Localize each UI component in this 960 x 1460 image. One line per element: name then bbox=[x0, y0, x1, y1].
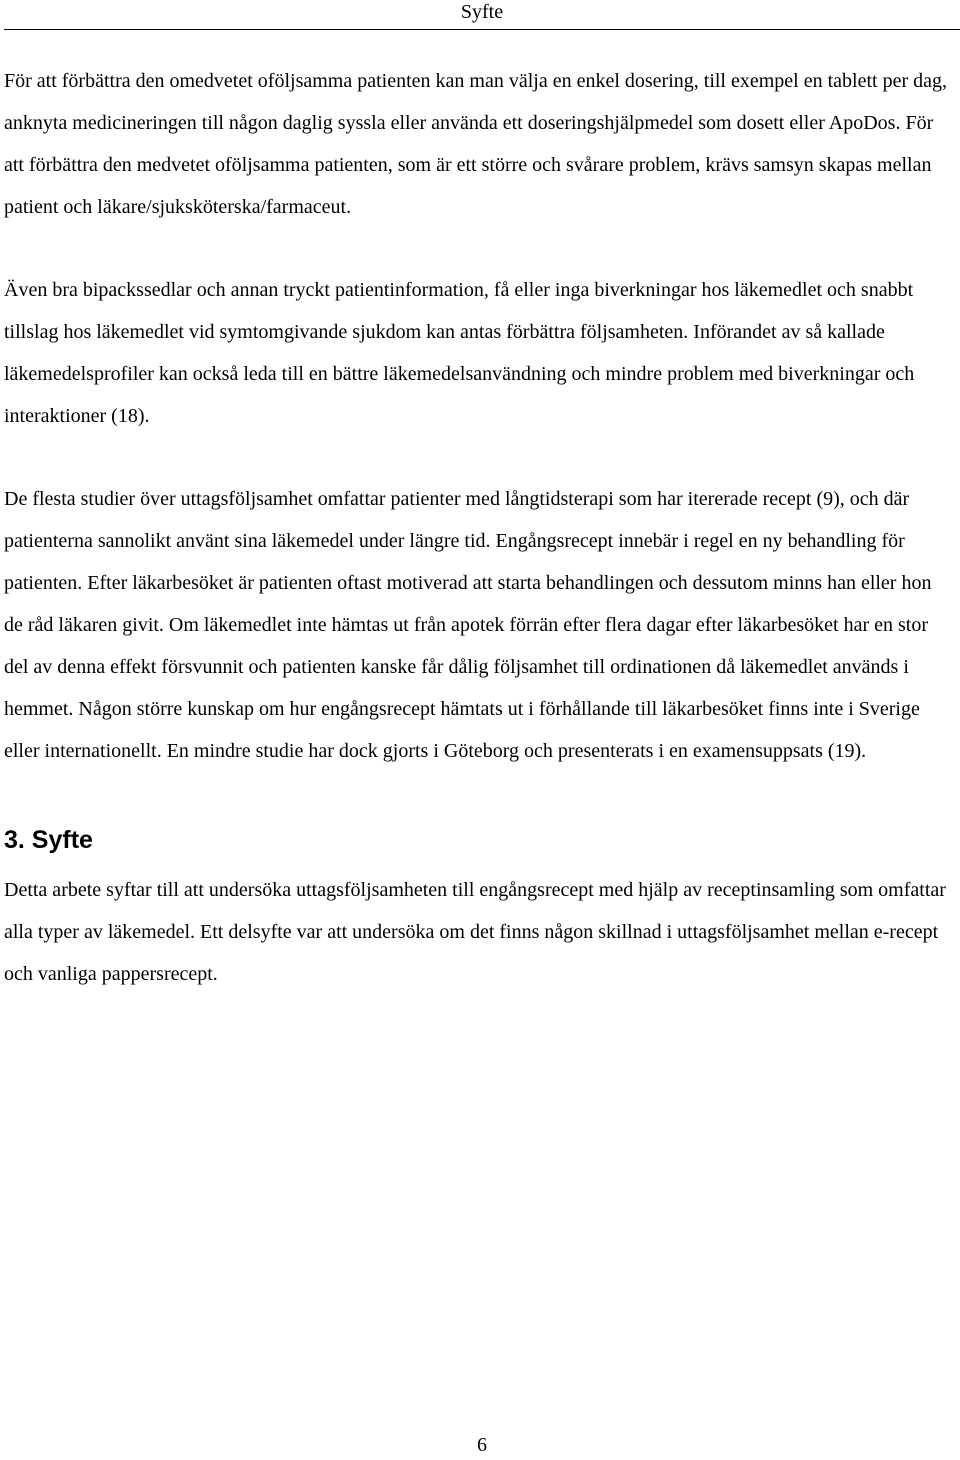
body-paragraph-1: För att förbättra den omedvetet oföljsamma patienten kan man välja en enkel dosering, till exempel en tablett per dag, anknyta medicineringen till någon daglig syssla eller använda ett doseringshjälpmedel som dosett eller ApoDos. För att förbättra den medvetet oföljsamma patienten, som är ett större och svårare problem, krävs samsyn skapas mellan patient och läkare/sjuksköterska/farmaceut. bbox=[4, 70, 948, 218]
body-paragraph-3: De flesta studier över uttagsföljsamhet omfattar patienter med långtidsterapi som har itererade recept (9), och där patienterna sannolikt använt sina läkemedel under längre tid. Engångsrecept innebär i regel en ny behandling för patienten. Efter läkarbesöket är patienten oftast motiverad att starta behandlingen och dessutom minns han eller hon de råd läkaren givit. Om läkemedlet inte hämtas ut från apotek förrän efter flera dagar efter läkarbesöket har en stor del av denna effekt försvunnit och patienten kanske får dålig följsamhet till ordinationen då läkemedlet används i hemmet. Någon större kunskap om hur engångsrecept hämtats ut i förhållande till läkarbesöket finns inte i Sverige eller internationellt. En mindre studie har dock gjorts i Göteborg och presenterats i en examensuppsats (19). bbox=[4, 488, 932, 762]
document-body bbox=[4, 60, 954, 995]
header-rule bbox=[4, 29, 960, 30]
header-title: Syfte bbox=[460, 1, 504, 23]
section-paragraph: Detta arbete syftar till att undersöka uttagsföljsamheten till engångsrecept med hjälp av receptinsamling som omfattar alla typer av läkemedel. Ett delsyfte var att undersöka om det finns någon skillnad i uttagsföljsamhet mellan e-recept och vanliga pappersrecept. bbox=[4, 879, 946, 985]
running-header bbox=[0, 0, 960, 32]
page-number: 6 bbox=[477, 1434, 487, 1456]
section-heading: 3. Syfte bbox=[4, 826, 93, 854]
body-paragraph-2: Även bra bipackssedlar och annan tryckt patientinformation, få eller inga biverkningar hos läkemedlet och snabbt tillslag hos läkemedlet vid symtomgivande sjukdom kan antas förbättra följsamheten. Införandet av så kallade läkemedelsprofiler kan också leda till en bättre läkemedelsanvändning och mindre problem med biverkningar och interaktioner (18). bbox=[4, 279, 915, 427]
